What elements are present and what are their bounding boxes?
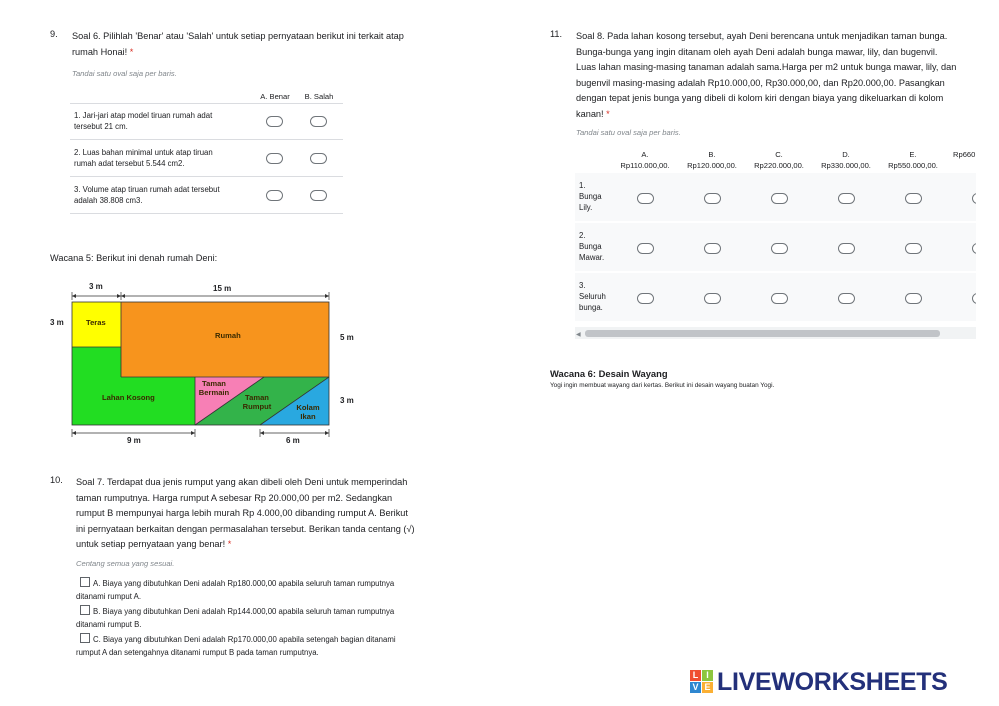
room-label-bermain: Taman Bermain	[198, 379, 230, 397]
radio-salah-row-1[interactable]	[310, 116, 327, 127]
grid-row-label: 2. Luas bahan minimal untuk atap tiruan rumah adat tersebut 5.544 cm2.	[74, 148, 213, 168]
radio-lily-d[interactable]	[838, 193, 855, 204]
checkbox[interactable]	[80, 633, 90, 643]
dim-label: 15 m	[213, 284, 232, 293]
section-title: Wacana 6: Desain Wayang	[550, 368, 668, 379]
radio-salah-row-3[interactable]	[310, 190, 327, 201]
radio-seluruh-a[interactable]	[637, 293, 654, 304]
radio-lily-a[interactable]	[637, 193, 654, 204]
dim-label: 3 m	[89, 282, 103, 291]
grid-row-label: 3. Volume atap tiruan rumah adat tersebut adalah 38.808 cm3.	[74, 185, 220, 205]
dim-label: 3 m	[340, 396, 354, 405]
question-line: Soal 7. Terdapat dua jenis rumput yang akan dibeli oleh Deni untuk memperindah	[76, 477, 408, 487]
column-header: B. Rp120.000,00.	[687, 150, 737, 170]
question-line: Bunga-bunga yang ingin ditanam oleh ayah Deni adalah bunga mawar, lily, dan bugenvil.	[576, 46, 938, 57]
question-text	[72, 29, 452, 60]
question-line: dengan tepat jenis bunga yang dibeli di kolom kiri dengan biaya yang dikeluarkan di kolom	[576, 93, 944, 103]
scroll-left-icon[interactable]: ◀	[576, 332, 581, 338]
floor-plan	[50, 278, 370, 448]
divider	[70, 139, 343, 140]
column-header: E. Rp550.000,00.	[888, 150, 938, 170]
question-hint: Centang semua yang sesuai.	[76, 559, 175, 568]
divider	[70, 213, 343, 214]
required-marker: *	[227, 539, 232, 549]
checkbox-option-c[interactable]: C. Biaya yang dibutuhkan Deni adalah Rp170.000,00 apabila setengah bagian ditanami rumput A dan setengahnya ditanami rumput B pada taman rumputnya.	[76, 635, 396, 657]
question-line: rumput B mempunyai harga lebih murah Rp 4.000,00 dibanding rumput A. Berikut	[76, 508, 408, 518]
room-label-lahan: Lahan Kosong	[102, 393, 155, 402]
question-line: bugenvil masing-masing adalah Rp10.000,00, Rp30.000,00, dan Rp20.000,00. Pasangkan	[576, 77, 945, 88]
required-marker: *	[129, 46, 134, 57]
column-header: D. Rp330.000,00.	[821, 150, 871, 170]
checkbox-option-b[interactable]: B. Biaya yang dibutuhkan Deni adalah Rp144.000,00 apabila seluruh taman rumputnya ditanami rumput B.	[76, 607, 395, 629]
room-label-rumput: Taman Rumput	[242, 393, 272, 411]
radio-mawar-b[interactable]	[704, 243, 721, 254]
radio-mawar-f[interactable]	[972, 243, 976, 254]
brand-name: LIVEWORKSHEETS	[717, 668, 948, 696]
radio-seluruh-e[interactable]	[905, 293, 922, 304]
radio-mawar-e[interactable]	[905, 243, 922, 254]
question-number: 9.	[50, 29, 58, 39]
radio-benar-row-1[interactable]	[266, 116, 283, 127]
question-hint: Tandai satu oval saja per baris.	[576, 128, 681, 137]
radio-benar-row-3[interactable]	[266, 190, 283, 201]
grid-row-label: 1. Jari-jari atap model tiruan rumah adat tersebut 21 cm.	[74, 111, 213, 131]
room-label-rumah: Rumah	[215, 331, 241, 340]
question-line: untuk setiap pernyataan yang benar!	[76, 539, 226, 549]
column-header: C. Rp220.000,00.	[754, 150, 804, 170]
divider	[70, 176, 343, 177]
grid-table	[575, 145, 976, 345]
grid-row-label: 2. Bunga Mawar.	[579, 231, 605, 262]
checkbox-option-a[interactable]: A. Biaya yang dibutuhkan Deni adalah Rp180.000,00 apabila seluruh taman rumputnya ditanami rumput A.	[76, 579, 395, 601]
question-number: 11.	[550, 29, 563, 39]
liveworksheets-logo	[690, 668, 990, 696]
radio-lily-f[interactable]	[972, 193, 976, 204]
radio-lily-c[interactable]	[771, 193, 788, 204]
checkbox[interactable]	[80, 577, 90, 587]
radio-seluruh-b[interactable]	[704, 293, 721, 304]
question-line: Soal 8. Pada lahan kosong tersebut, ayah Deni berencana untuk menjadikan taman bunga.	[576, 31, 948, 41]
radio-mawar-d[interactable]	[838, 243, 855, 254]
grid-row-label: 1. Bunga Lily.	[579, 181, 602, 212]
column-header: Rp660	[953, 150, 976, 159]
question-text	[576, 29, 999, 122]
dim-label: 6 m	[286, 436, 300, 445]
question-hint: Tandai satu oval saja per baris.	[72, 69, 177, 78]
question-line: kanan!	[576, 108, 604, 119]
dim-label: 3 m	[50, 318, 64, 327]
logo-icon: L I V E	[690, 670, 714, 694]
question-line: taman rumputnya. Harga rumput A sebesar Rp 20.000,00 per m2. Sedangkan	[76, 492, 393, 503]
dim-label: 9 m	[127, 436, 141, 445]
question-line: rumah Honai!	[72, 46, 128, 57]
radio-lily-b[interactable]	[704, 193, 721, 204]
radio-seluruh-f[interactable]	[972, 293, 976, 304]
divider	[70, 103, 343, 104]
checkbox[interactable]	[80, 605, 90, 615]
question-text	[76, 475, 456, 553]
radio-benar-row-2[interactable]	[266, 153, 283, 164]
room-label-teras: Teras	[86, 318, 106, 327]
room-label-kolam: Kolam Ikan	[296, 403, 320, 421]
radio-seluruh-d[interactable]	[838, 293, 855, 304]
scrollbar-thumb[interactable]	[585, 330, 940, 337]
question-number: 10.	[50, 475, 63, 485]
question-line: Soal 6. Pilihlah 'Benar' atau 'Salah' untuk setiap pernyataan berikut ini terkait atap	[72, 31, 404, 41]
question-line: ini pernyataan berkaitan dengan permasalahan tersebut. Berikan tanda centang (√)	[76, 523, 415, 534]
column-header-benar: A. Benar	[260, 92, 290, 101]
dim-label: 5 m	[340, 333, 354, 342]
section-title: Wacana 5: Berikut ini denah rumah Deni:	[50, 253, 218, 263]
radio-lily-e[interactable]	[905, 193, 922, 204]
lahan-kosong-area-left	[72, 347, 121, 425]
question-line: Luas lahan masing-masing tanaman adalah sama.Harga per m2 untuk bunga mawar, lily, dan	[576, 62, 957, 72]
radio-mawar-a[interactable]	[637, 243, 654, 254]
grid-row-label: 3. Seluruh bunga.	[579, 281, 606, 312]
radio-mawar-c[interactable]	[771, 243, 788, 254]
required-marker: *	[606, 108, 610, 119]
section-subtitle: Yogi ingin membuat wayang dari kertas. Berikut ini desain wayang buatan Yogi.	[550, 382, 775, 389]
radio-seluruh-c[interactable]	[771, 293, 788, 304]
radio-salah-row-2[interactable]	[310, 153, 327, 164]
column-header-salah: B. Salah	[304, 92, 334, 101]
column-header: A. Rp110.000,00.	[620, 150, 670, 170]
